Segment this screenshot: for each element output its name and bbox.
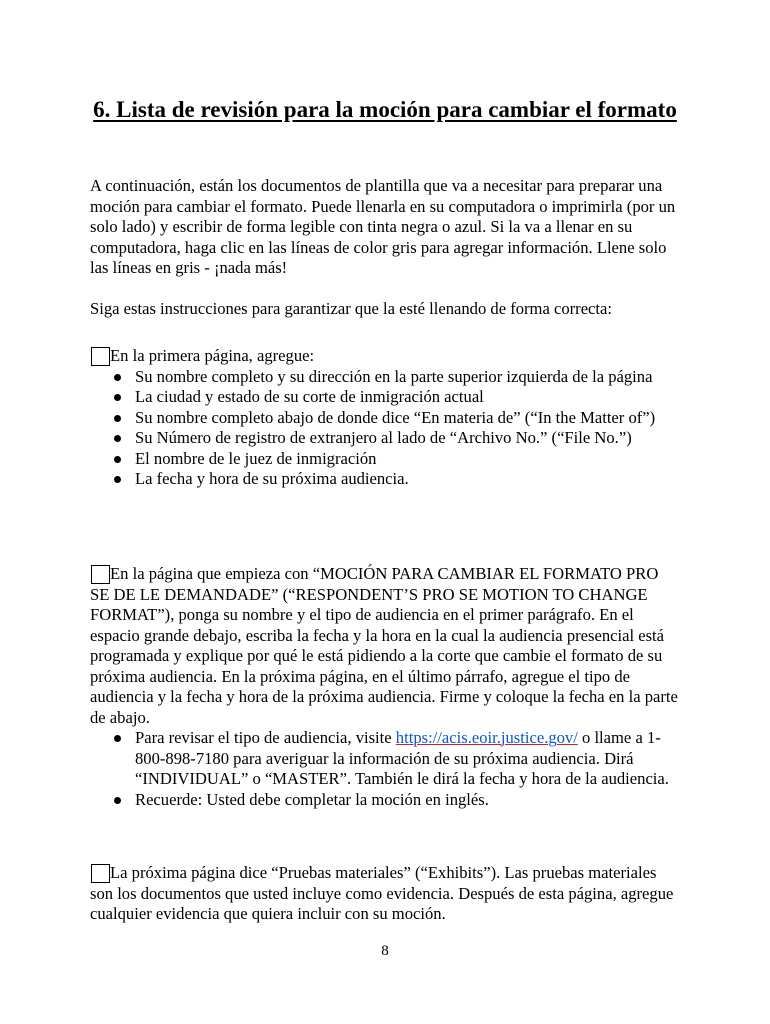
- bullet-icon: [114, 797, 121, 804]
- section-exhibits-page: [90, 863, 680, 925]
- list-item: [90, 428, 680, 449]
- list-item-text: o llame a 1-800-898-7180 para averiguar la información de su próxima audiencia. Dirá “INDIVIDUAL” o “MASTER”. También le dirá la fecha y hora de la audiencia.: [135, 728, 669, 788]
- acis-link[interactable]: https://acis.eoir.justice.gov/: [395, 728, 578, 747]
- list-item: [90, 790, 680, 811]
- checkbox-motion-page[interactable]: [91, 565, 110, 584]
- list-item-text: La ciudad y estado de su corte de inmigración actual: [135, 387, 484, 406]
- bullet-icon: [114, 374, 121, 381]
- list-item: [90, 408, 680, 429]
- instructions-text: Siga estas instrucciones para garantizar que la esté llenando de forma correcta:: [90, 299, 613, 318]
- list-item-text: Su nombre completo y su dirección en la parte superior izquierda de la página: [135, 366, 653, 386]
- section-first-page: [90, 346, 680, 490]
- list-item-text: Recuerde: Usted debe completar la moción en inglés.: [135, 789, 489, 809]
- list-item: [90, 449, 680, 470]
- checkbox-first-page[interactable]: [91, 347, 110, 366]
- list-item-text: El nombre de le juez de inmigración: [135, 448, 377, 468]
- intro-paragraph: [90, 176, 680, 279]
- list-item-text: La fecha y hora de su próxima audiencia.: [135, 469, 409, 488]
- section2-text: En la página que empieza con “MOCIÓN PARA CAMBIAR EL FORMATO PRO SE DE LE DEMANDADE” (“RESPONDENT’S PRO SE MOTION TO CHANGE FORMAT”), ponga su nombre y el tipo de audiencia en el primer parágrafo. En el espacio grande debajo, escriba la fecha y la hora en la cual la audiencia presencial está programada y explique por qué le está pidiendo a la corte que cambie el formato de su próxima audiencia. En la próxima página, en el último párrafo, agregue el tipo de audiencia y la fecha y hora de la próxima audiencia. Firme y coloque la fecha en la parte de abajo.: [90, 564, 678, 727]
- list-item: [90, 387, 680, 408]
- list-item-text: Su nombre completo abajo de donde dice “En materia de” (“In the Matter of”): [135, 407, 656, 427]
- section1-list: [90, 367, 680, 490]
- section3-text: La próxima página dice “Pruebas materiales” (“Exhibits”). Las pruebas materiales son los documentos que usted incluye como evidencia. Después de esta página, agregue cualquier evidencia que quiera incluir con su moción.: [90, 863, 674, 923]
- bullet-icon: [114, 415, 121, 422]
- list-item: [90, 367, 680, 388]
- page-number: 8: [381, 943, 389, 959]
- section-motion-page: [90, 564, 680, 810]
- list-item-text: Su Número de registro de extranjero al lado de “Archivo No.” (“File No.”): [135, 428, 632, 447]
- list-item: [90, 728, 680, 790]
- list-item-text: Para revisar el tipo de audiencia, visite: [135, 728, 396, 747]
- instructions-paragraph: [90, 299, 680, 320]
- page-title: 6. Lista de revisión para la moción para cambiar el formato: [93, 97, 677, 122]
- list-item: [90, 469, 680, 490]
- checkbox-exhibits-page[interactable]: [91, 864, 110, 883]
- intro-text: A continuación, están los documentos de plantilla que va a necesitar para preparar una moción para cambiar el formato. Puede llenarla en su computadora o imprimirla (por un solo lado) y escribir de forma legible con tinta negra o azul. Si la va a llenar en su computadora, haga clic en las líneas de color gris para agregar información. Llene solo las líneas en gris - ¡nada más!: [90, 176, 676, 277]
- bullet-icon: [114, 456, 121, 463]
- bullet-icon: [114, 394, 121, 401]
- bullet-icon: [114, 435, 121, 442]
- section2-list: [90, 728, 680, 810]
- section1-lead: En la primera página, agregue:: [110, 346, 315, 365]
- bullet-icon: [114, 476, 121, 483]
- bullet-icon: [114, 735, 121, 742]
